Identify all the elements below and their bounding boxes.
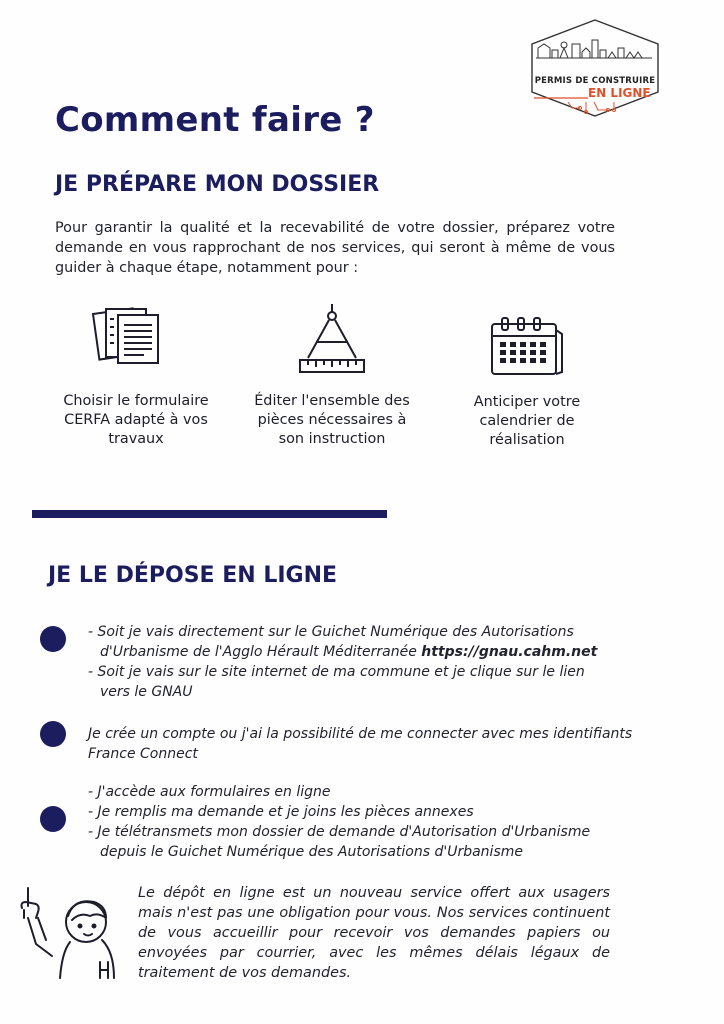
bullet-dot [40,721,66,747]
feature-line: Éditer l'ensemble des [254,393,410,409]
feature-line: réalisation [489,432,565,448]
step-line [88,642,597,662]
step-line: - Je remplis ma demande et je joins les pièces annexes [88,804,474,820]
hexagon-logo-icon [528,18,662,118]
feature-choose-form [51,392,221,449]
logo-line-2: EN LIGNE [588,86,651,100]
feature-line: son instruction [278,431,386,447]
person-pointing-icon [14,882,124,986]
step-line: France Connect [88,746,198,762]
permis-logo [528,18,662,118]
step-line: depuis le Guichet Numérique des Autorisations d'Urbanisme [100,844,523,860]
step-block-3 [88,782,590,862]
section-heading-prepare: JE PRÉPARE MON DOSSIER [55,172,380,197]
step-line: - Soit je vais directement sur le Guichet Numérique des Autorisations [88,624,574,640]
bullet-dot [40,806,66,832]
step-line: vers le GNAU [100,684,193,700]
logo-line-1: PERMIS DE CONSTRUIRE [534,76,656,86]
step-block-2 [88,724,632,764]
gnau-link[interactable]: https://gnau.cahm.net [421,644,598,660]
calendar-icon [488,316,568,382]
feature-line: calendrier de [479,413,575,429]
feature-line: pièces nécessaires à [257,412,407,428]
step-line: Je crée un compte ou j'ai la possibilité de me connecter avec mes identifiants [88,726,633,742]
feature-line: travaux [108,431,164,447]
documents-icon [92,305,164,371]
feature-line: Anticiper votre [473,394,581,410]
step-line: - Je télétransmets mon dossier de demande d'Autorisation d'Urbanisme [88,824,591,840]
intro-paragraph: Pour garantir la qualité et la recevabilité de votre dossier, préparez votre demande en vous rapprochant de nos services, qui seront à même de vous guider à chaque étape, notamment pour : [55,220,615,276]
feature-calendar [442,393,612,450]
page-title: Comment faire ? [55,100,375,140]
step-line: - Soit je vais sur le site internet de ma commune et je clique sur le lien [88,664,585,680]
bullet-dot [40,626,66,652]
step-block-1 [88,622,597,702]
feature-line: Choisir le formulaire [63,393,209,409]
compass-ruler-icon [296,302,368,382]
feature-edit-pieces [247,392,417,449]
step-line: - J'accède aux formulaires en ligne [88,784,331,800]
online-note: Le dépôt en ligne est un nouveau service offert aux usagers mais n'est pas une obligation pour vous. Nos services continuent de vous accueillir pour recevoir vos demandes papiers ou envoyées par courrier, avec les mêmes délais légaux de traitement de vos demandes. [138,885,610,981]
feature-line: CERFA adapté à vos [64,412,208,428]
section-divider [32,510,387,518]
step-text: d'Urbanisme de l'Agglo Hérault Méditerranée [100,644,422,660]
section-heading-depose: JE LE DÉPOSE EN LIGNE [48,563,338,588]
